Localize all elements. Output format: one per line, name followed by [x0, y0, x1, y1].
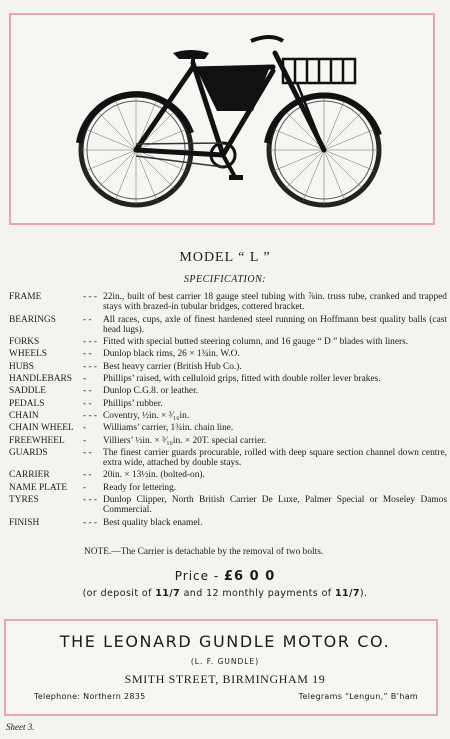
specification-heading: SPECIFICATION: [183, 274, 267, 285]
spec-row [9, 470, 447, 480]
spec-row [9, 411, 447, 421]
spec-label: HANDLEBARS [9, 374, 73, 385]
spec-row [9, 349, 447, 359]
spec-text: Dunlop C.G.8. or leather. [103, 386, 199, 397]
spec-dash: - - [83, 470, 92, 481]
spec-text: Williams’ carrier, 1¾in. chain line. [103, 423, 234, 434]
spec-row [9, 362, 447, 372]
spec-row [9, 483, 447, 493]
spec-label: CHAIN [9, 410, 39, 421]
spec-text: The finest carrier guards procurable, rolled with deep square section channel down centre, extra wide, attached by double stays. [103, 447, 447, 469]
spec-label: NAME PLATE [9, 482, 68, 493]
monthly-amount: 11/7 [334, 588, 360, 599]
spec-row [9, 374, 447, 384]
spec-label: GUARDS [9, 447, 48, 458]
spec-label: TYRES [9, 495, 39, 506]
deposit-text-post: ). [359, 588, 368, 599]
spec-text: Dunlop black rims, 26 × 1¾in. W.O. [103, 349, 240, 360]
spec-label: HUBS [9, 361, 35, 372]
spec-text: 22in., built of best carrier 18 gauge steel tubing with ⅞in. truss tube, cranked and trapped stays with brazed-in tubular bridges, cottered bracket. [103, 292, 447, 313]
specification-list [9, 292, 447, 530]
spec-dash: - - - [83, 495, 98, 506]
deposit-text-mid: and 12 monthly payments of [180, 588, 335, 599]
spec-dash: - - - [83, 337, 98, 348]
telephone: Telephone: Northern 2835 [34, 692, 146, 701]
spec-dash: - - [83, 349, 92, 360]
spec-text: Phillips’ raised, with celluloid grips, fitted with double roller lever brakes. [103, 374, 381, 385]
spec-dash: - [83, 435, 87, 446]
spec-text: Phillips’ rubber. [103, 398, 163, 409]
spec-label: FREEWHEEL [9, 435, 65, 446]
spec-row [9, 423, 447, 433]
spec-text: Fitted with special butted steering column, and 16 gauge “ D ” blades with liners. [103, 337, 409, 348]
spec-text: 20in. × 13½in. (bolted-on). [103, 470, 205, 481]
spec-row [9, 518, 447, 528]
spec-text: Coventry, ½in. × ³⁄₁₆in. [103, 410, 190, 421]
spec-label: FINISH [9, 517, 40, 528]
deposit-line [0, 588, 450, 599]
spec-row [9, 436, 447, 446]
price-label: Price - [174, 569, 220, 583]
spec-text: Dunlop Clipper, North British Carrier De Luxe, Palmer Special or Moseley Damos Commercial. [103, 495, 447, 516]
company-name: THE LEONARD GUNDLE MOTOR CO. [59, 632, 391, 651]
bicycle-illustration [11, 15, 433, 223]
spec-label: FORKS [9, 337, 40, 348]
spec-dash: - [83, 374, 87, 385]
spec-dash: - - - [83, 517, 98, 528]
model-title: MODEL “ L ” [179, 250, 271, 265]
proprietor: (L. F. GUNDLE) [190, 657, 260, 666]
spec-dash: - - - [83, 410, 98, 421]
spec-text: All races, cups, axle of finest hardened steel running on Hoffmann best quality balls (cast head lugs). [103, 314, 447, 335]
spec-label: FRAME [9, 292, 42, 302]
spec-label: BEARINGS [9, 314, 56, 325]
spec-dash: - - [83, 386, 92, 397]
sheet-number: Sheet 3. [6, 722, 35, 732]
note: NOTE.—The Carrier is detachable by the removal of two bolts. [84, 547, 324, 557]
spec-text: Best heavy carrier (British Hub Co.). [103, 361, 242, 372]
spec-dash: - - [83, 314, 92, 325]
spec-row [9, 292, 447, 313]
spec-label: PEDALS [9, 398, 45, 409]
spec-dash: - - - [83, 292, 98, 302]
spec-label: CHAIN WHEEL [9, 423, 74, 434]
illustration-frame [9, 13, 435, 225]
spec-row [9, 495, 447, 516]
spec-dash: - [83, 482, 87, 493]
spec-row [9, 448, 447, 469]
spec-row [9, 399, 447, 409]
spec-row [9, 386, 447, 396]
spec-label: SADDLE [9, 386, 46, 397]
deposit-text-pre: (or deposit of [82, 588, 156, 599]
spec-row [9, 337, 447, 347]
spec-label: CARRIER [9, 470, 50, 481]
spec-dash: - - [83, 398, 92, 409]
deposit-amount: 11/7 [155, 588, 181, 599]
spec-dash: - - - [83, 361, 98, 372]
spec-dash: - [83, 423, 87, 434]
spec-row [9, 315, 447, 336]
price-value: £6 0 0 [224, 569, 276, 584]
spec-text: Best quality black enamel. [103, 517, 203, 528]
address: SMITH STREET, BIRMINGHAM 19 [124, 672, 326, 686]
price-line [0, 569, 450, 584]
telegrams: Telegrams “Lengun,” B’ham [298, 692, 418, 701]
spec-dash: - - [83, 447, 92, 458]
spec-text: Ready for lettering. [103, 482, 177, 493]
spec-text: Villiers’ ½in. × ³⁄₁₆in. × 20T. special carrier. [103, 435, 267, 446]
spec-label: WHEELS [9, 349, 48, 360]
